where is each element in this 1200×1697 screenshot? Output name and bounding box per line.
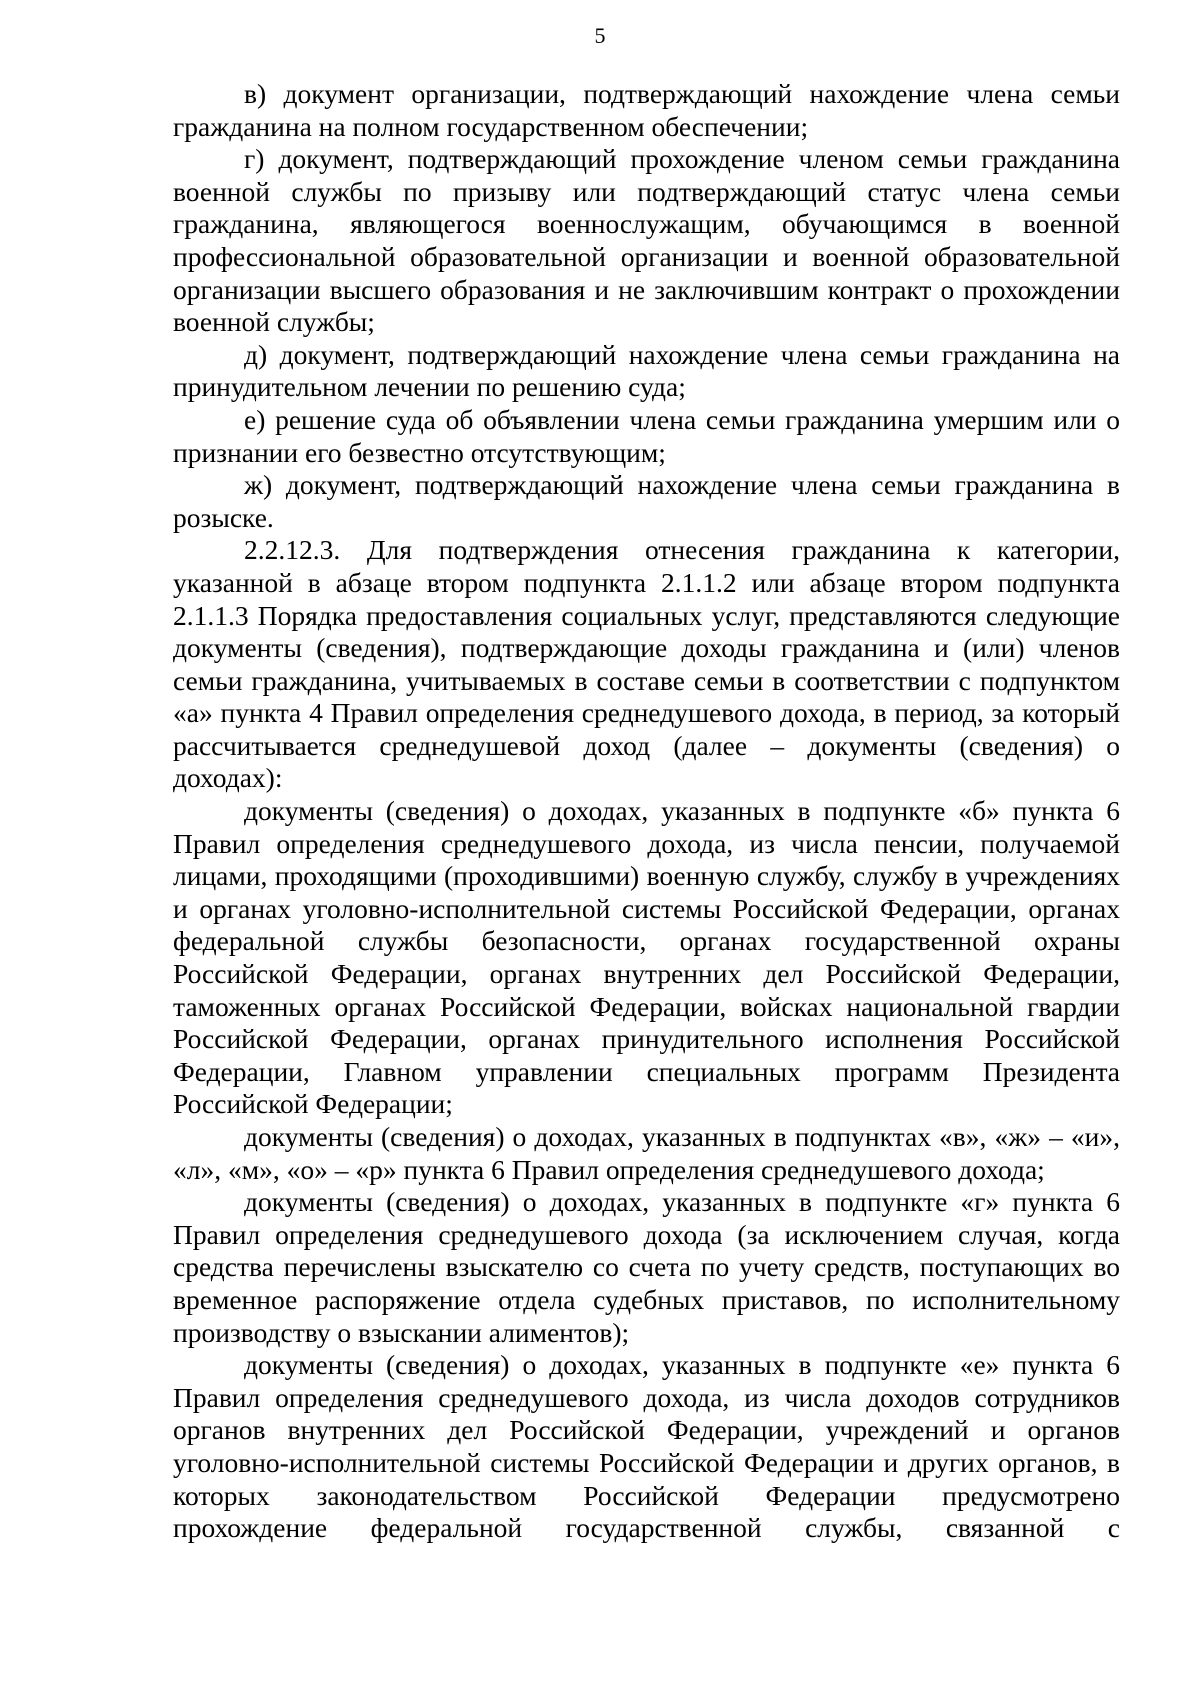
- paragraph-item-d: д) документ, подтверждающий нахождение члена семьи гражданина на принудительном лечении по решению суда;: [173, 338, 1120, 403]
- paragraph-item-zh: ж) документ, подтверждающий нахождение члена семьи гражданина в розыске.: [173, 469, 1120, 533]
- document-body: [173, 78, 1120, 1545]
- page-number: 5: [594, 23, 606, 48]
- paragraph-item-g: г) документ, подтверждающий прохождение членом семьи гражданина военной службы по призыву или подтверждающий статус члена семьи гражданина, являющегося военнослужащим, обучающимся в военной профессиональной образовательной организации и военной образовательной организации высшего образования и не заключившим контракт о прохождении военной службы;: [173, 143, 1120, 338]
- paragraph-income-subitems: документы (сведения) о доходах, указанных в подпунктах «в», «ж» – «и», «л», «м», «о» – «р» пункта 6 Правил определения среднедушевого дохода;: [173, 1121, 1120, 1185]
- paragraph-pension-income: документы (сведения) о доходах, указанных в подпункте «б» пункта 6 Правил определения среднедушевого дохода, из числа пенсии, получаемой лицами, проходящими (проходившими) военную службу, службу в учреждениях и органах уголовно-исполнительной системы Российской Федерации, органах федеральной службы безопасности, органах государственной охраны Российской Федерации, органах внутренних дел Российской Федерации, таможенных органах Российской Федерации, войсках национальной гвардии Российской Федерации, органах принудительного исполнения Российской Федерации, Главном управлении специальных программ Президента Российской Федерации;: [173, 795, 1120, 1120]
- paragraph-item-v: в) документ организации, подтверждающий нахождение члена семьи гражданина на полном государственном обеспечении;: [173, 78, 1120, 142]
- paragraph-income-subitem-g: документы (сведения) о доходах, указанных в подпункте «г» пункта 6 Правил определения среднедушевого дохода (за исключением случая, когда средства перечислены взыскателю со счета по учету средств, поступающих во временное распоряжение отдела судебных приставов, по исполнительному производству о взыскании алиментов);: [173, 1186, 1120, 1348]
- paragraph-2-2-12-3: 2.2.12.3. Для подтверждения отнесения гражданина к категории, указанной в абзаце втором подпункта 2.1.1.2 или абзаце втором подпункта 2.1.1.3 Порядка предоставления социальных услуг, представляются следующие документы (сведения), подтверждающие доходы гражданина и (или) членов семьи гражданина, учитываемых в составе семьи в соответствии с подпунктом «а» пункта 4 Правил определения среднедушевого дохода, в период, за который рассчитывается среднедушевой доход (далее – документы (сведения) о доходах):: [173, 534, 1120, 794]
- paragraph-income-subitem-e: документы (сведения) о доходах, указанных в подпункте «е» пункта 6 Правил определения среднедушевого дохода, из числа доходов сотрудников органов внутренних дел Российской Федерации, учреждений и органов уголовно-исполнительной системы Российской Федерации и других органов, в которых законодательством Российской Федерации предусмотрено прохождение федеральной государственной службы, связанной с: [173, 1349, 1120, 1544]
- paragraph-item-e: е) решение суда об объявлении члена семьи гражданина умершим или о признании его безвестно отсутствующим;: [173, 403, 1120, 468]
